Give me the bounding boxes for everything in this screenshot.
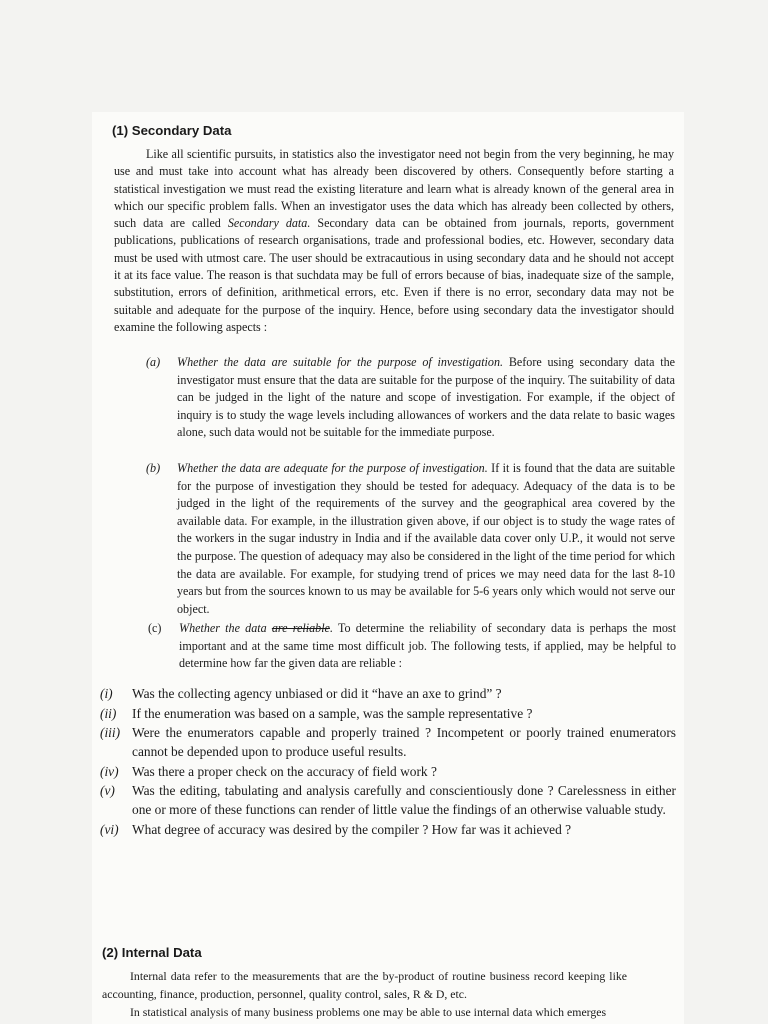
aspect-title: Whether the data are reliable. xyxy=(179,621,333,635)
list-item xyxy=(100,781,676,819)
section-heading-internal-data: (2) Internal Data xyxy=(102,945,202,960)
aspect-body: To determine the reliability of secondary data is perhaps the most important and at the same time most difficult job. The following tests, if applied, may be helpful to determine how far the given data are reliable : xyxy=(179,621,676,670)
aspect-label: (a) xyxy=(146,355,161,369)
aspect-item-b xyxy=(146,460,675,618)
aspect-title: Whether the data are adequate for the purpose of investigation. xyxy=(177,461,488,475)
list-number: (i) xyxy=(100,686,113,701)
aspect-label: (b) xyxy=(146,461,161,475)
list-item xyxy=(100,723,676,761)
list-item xyxy=(100,762,676,781)
struck-text: are reliable xyxy=(271,621,330,635)
intro-text-rest: Secondary data can be obtained from journals, reports, government publications, publications of research organisations, trade and professional bodies, etc. However, secondary data must be used with utmost care. The user should be extracautious in using secondary data and he should not accept it at its face value. The reason is that suchdata may be full of errors because of bias, inadequate size of the sample, substitution, errors of definition, arithmetical errors, etc. Even if there is no error, secondary data may not be suitable and adequate for the purpose of the inquiry. Hence, before using secondary data the investigator should examine the following aspects : xyxy=(114,216,674,334)
intro-text: Like all scientific pursuits, in statistics also the investigator need not begin from the very beginning, he may use and must take into account what has already been discovered by others. Consequently before starting a statistical investigation we must read the existing literature and learn what is already known of the general area in which our specific problem falls. When an investigator uses the data which has already been collected by others, such data are called xyxy=(114,147,674,231)
list-text: Was there a proper check on the accuracy of field work ? xyxy=(132,763,437,779)
aspect-body: Before using secondary data the investigator must ensure that the data are suitable for the purpose of the inquiry. The suitability of data can be judged in the light of the nature and scope of investigation. For example, if the object of inquiry is to study the wage levels including allowances of workers and the data relate to basic wages alone, such data would not be suitable for the immediate purpose. xyxy=(177,355,676,439)
aspect-item-c xyxy=(148,620,676,673)
list-item xyxy=(100,704,676,723)
list-text: What degree of accuracy was desired by the compiler ? How far was it achieved ? xyxy=(132,821,572,837)
aspect-label: (c) xyxy=(148,621,162,635)
list-number: (iii) xyxy=(100,725,121,740)
section-heading-secondary-data: (1) Secondary Data xyxy=(112,123,232,138)
internal-data-paragraph-2: In statistical analysis of many business problems one may be able to use internal data which emerges xyxy=(130,1005,607,1019)
aspect-item-a xyxy=(146,354,676,442)
list-number: (v) xyxy=(100,783,115,798)
list-number: (vi) xyxy=(100,821,119,837)
list-number: (iv) xyxy=(100,763,119,779)
list-text: Was the editing, tabulating and analysis carefully and conscientiously done ? Carelessness in either one or more of these functions can render of little value the findings of an otherwise valuable study. xyxy=(132,783,676,817)
list-number: (ii) xyxy=(100,705,117,721)
list-text: Was the collecting agency unbiased or did it “have an axe to grind” ? xyxy=(132,686,502,701)
list-item xyxy=(100,684,676,703)
aspect-body: If it is found that the data are suitable for the purpose of investigation they should be tested for adequacy. Adequacy of the data is to be judged in the light of the requirements of the survey and the geographical area covered by the available data. For example, in the illustration given above, if our object is to study the wage rates of the workers in the sugar industry in India and if the available data cover only U.P., it would not serve the purpose. The question of adequacy may also be considered in the light of the time period for which the data are available. For example, for studying trend of prices we may need data for the last 8-10 years but from the sources known to us may be available for 5-6 years only which would not serve our object. xyxy=(177,461,675,616)
secondary-data-intro-paragraph xyxy=(114,146,674,336)
list-text: Were the enumerators capable and properly trained ? Incompetent or poorly trained enumerators cannot be depended upon to produce useful results. xyxy=(132,725,676,759)
intro-term: Secondary data. xyxy=(227,216,311,231)
list-text: If the enumeration was based on a sample, was the sample representative ? xyxy=(132,705,533,721)
aspect-title: Whether the data are suitable for the purpose of investigation. xyxy=(177,355,504,369)
list-item xyxy=(100,820,676,839)
internal-data-paragraph: Internal data refer to the measurements that are the by-product of routine business record keeping like accounting, finance, production, personnel, quality control, sales, R & D, etc. xyxy=(102,969,627,1001)
reliability-tests-list xyxy=(100,684,676,839)
